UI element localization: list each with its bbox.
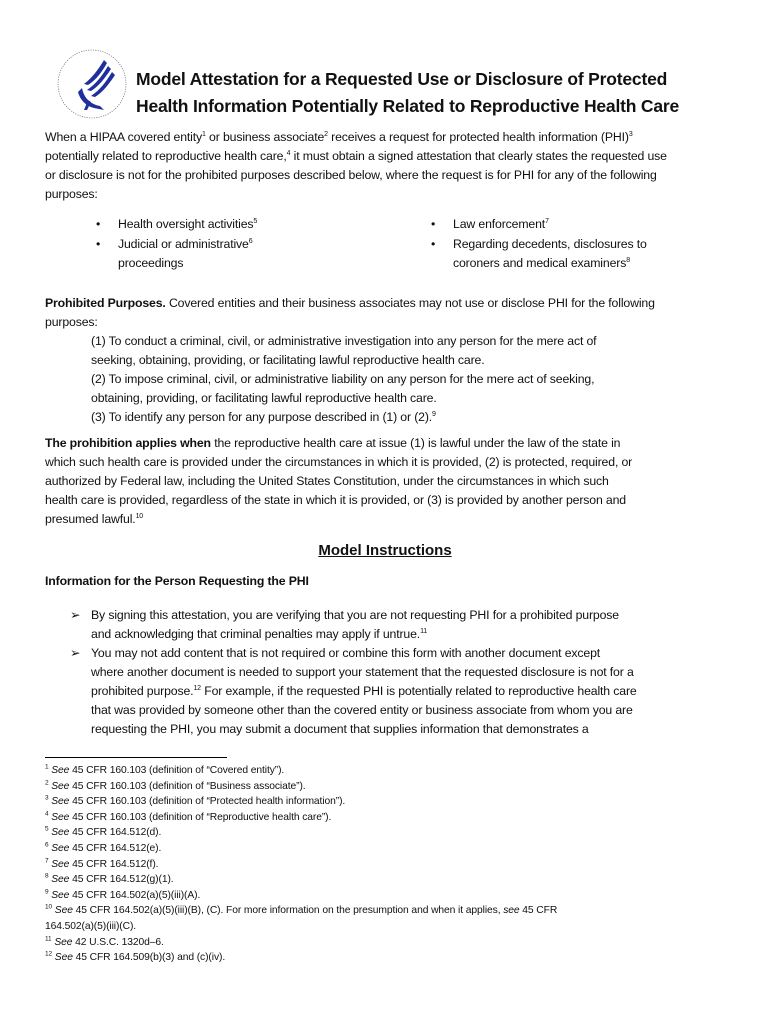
intro-text: it must obtain a signed attestation that clearly states the requested use	[290, 149, 667, 163]
prohibited-label: Prohibited Purposes.	[45, 296, 166, 310]
footnote-number: 6	[45, 841, 49, 849]
footnote-text: 45 CFR 164.502(a)(5)(iii)(B), (C). For more information on the presumption and when it applies,	[72, 905, 504, 917]
title-line-2: Health Information Potentially Related to Reproductive Health Care	[136, 96, 680, 116]
paragraph-text: Covered entities and their business associates may not use or disclose PHI for the following	[165, 296, 655, 310]
footnote-number: 8	[45, 872, 49, 880]
footnote-text: 45 CFR 164.512(d).	[69, 827, 162, 839]
footnote-number: 12	[45, 950, 53, 958]
instruction-item	[70, 606, 690, 644]
footnote-ref[interactable]: 3	[628, 130, 633, 138]
footnote-text: 45 CFR 160.103 (definition of “Reproductive health care”).	[69, 811, 332, 823]
footnote-2	[45, 779, 665, 795]
footnote-ref[interactable]: 2	[324, 130, 328, 138]
purposes-right-column	[431, 215, 731, 273]
see-signal: See	[51, 889, 70, 901]
footnote-10	[45, 903, 665, 934]
model-instructions-heading: Model Instructions	[318, 542, 452, 559]
see-signal: See	[51, 780, 70, 792]
see-signal: See	[51, 874, 70, 886]
title-line-1: Model Attestation for a Requested Use or Disclosure of Protected	[136, 69, 668, 89]
prohibited-item	[91, 408, 711, 427]
footnote-number: 2	[45, 779, 49, 787]
footnote-text: 45 CFR 164.512(e).	[69, 842, 162, 854]
intro-text: When a HIPAA covered entity	[45, 130, 203, 144]
footnote-text: 45 CFR	[519, 905, 558, 917]
intro-text: or business associate	[205, 130, 325, 144]
bullet-icon: •	[431, 217, 436, 231]
purpose-bullet-item	[431, 215, 731, 234]
paragraph-text: presumed lawful.	[45, 512, 136, 526]
see-signal: See	[54, 905, 73, 917]
intro-text: or disclosure is not for the prohibited purposes described below, where the request is for PHI for any of the following	[45, 168, 657, 182]
purposes-left-column	[96, 215, 396, 273]
purpose-bullet-item	[96, 235, 396, 273]
purpose-bullet-item	[96, 215, 396, 234]
applies-label: The prohibition applies when	[45, 436, 211, 450]
prohibition-applies-paragraph	[45, 434, 725, 529]
paragraph-text: authorized by Federal law, including the United States Constitution, under the circumstances in which such	[45, 474, 609, 488]
footnote-4	[45, 810, 665, 826]
purpose-text: proceedings	[118, 256, 184, 270]
footnote-ref[interactable]: 8	[626, 256, 630, 264]
footnote-ref[interactable]: 5	[253, 217, 258, 225]
footnote-7	[45, 857, 665, 873]
footnote-number: 1	[45, 763, 49, 771]
intro-text: receives a request for protected health information (PHI)	[327, 130, 629, 144]
footnote-number: 5	[45, 825, 49, 833]
footnote-number: 9	[45, 888, 49, 896]
purpose-text: Regarding decedents, disclosures to	[453, 237, 647, 251]
footnote-5	[45, 825, 665, 841]
arrow-bullet-icon: ➢	[70, 646, 81, 660]
item-text: (3) To identify any person for any purpose described in (1) or (2).	[91, 410, 433, 424]
purpose-bullet-item	[431, 235, 731, 273]
see-signal: See	[51, 796, 70, 808]
footnote-9	[45, 888, 665, 904]
footnote-number: 4	[45, 810, 49, 818]
bullet-icon: •	[96, 217, 101, 231]
instruction-item	[70, 644, 690, 739]
prohibited-purposes-paragraph	[45, 294, 725, 332]
see-signal: See	[54, 952, 73, 964]
see-signal: See	[51, 811, 70, 823]
footnote-12	[45, 950, 665, 966]
footnote-ref[interactable]: 4	[286, 149, 291, 157]
footnote-ref[interactable]: 12	[193, 684, 201, 692]
footnote-ref[interactable]: 10	[135, 512, 144, 520]
footnote-text: 164.502(a)(5)(iii)(C).	[45, 920, 137, 932]
paragraph-text: health care is provided, regardless of the state in which it is provided, or (3) is provided by another person and	[45, 493, 626, 507]
footnote-1	[45, 763, 665, 779]
item-text: obtaining, providing, or facilitating lawful reproductive health care.	[91, 391, 437, 405]
prohibited-item	[91, 332, 711, 370]
instruction-text: that was provided by someone other than the covered entity or business associate from whom you are	[91, 703, 633, 717]
footnote-ref[interactable]: 9	[432, 410, 436, 418]
footnote-ref[interactable]: 7	[545, 217, 549, 225]
footnote-text: 45 CFR 164.512(f).	[69, 858, 159, 870]
footnote-text: 45 CFR 160.103 (definition of “Covered entity”).	[69, 765, 285, 776]
see-signal: see	[503, 905, 520, 917]
footnote-number: 10	[45, 903, 53, 911]
footnote-number: 7	[45, 857, 49, 865]
item-text: (1) To conduct a criminal, civil, or administrative investigation into any person for the mere act of	[91, 334, 597, 348]
instruction-text: You may not add content that is not required or combine this form with another document except	[91, 646, 601, 660]
footnote-6	[45, 841, 665, 857]
item-text: seeking, obtaining, providing, or facilitating lawful reproductive health care.	[91, 353, 485, 367]
footnote-number: 11	[45, 935, 52, 943]
purpose-text: Health oversight activities	[118, 217, 254, 231]
instruction-text: By signing this attestation, you are verifying that you are not requesting PHI for a prohibited purpose	[91, 608, 619, 622]
paragraph-text: which such health care is provided under the circumstances in which it is provided, (2) is protected, required, or	[45, 455, 633, 469]
see-signal: See	[51, 827, 70, 839]
purpose-text: Law enforcement	[453, 217, 546, 231]
footnote-11	[45, 935, 665, 951]
footnote-text: 45 CFR 164.502(a)(5)(iii)(A).	[69, 889, 201, 901]
arrow-bullet-icon: ➢	[70, 608, 81, 622]
instruction-text: where another document is needed to support your statement that the requested disclosure is not for a	[91, 665, 634, 679]
purpose-text: Judicial or administrative	[118, 237, 249, 251]
see-signal: See	[54, 936, 73, 948]
requester-info-subheading: Information for the Person Requesting the PHI	[45, 574, 309, 588]
footnote-text: 45 CFR 164.509(b)(3) and (c)(iv).	[72, 952, 226, 964]
paragraph-text: purposes:	[45, 315, 98, 329]
instruction-text: and acknowledging that criminal penalties may apply if untrue.	[91, 627, 421, 641]
footnote-3	[45, 794, 665, 810]
hhs-eagle-seal-icon	[54, 44, 134, 124]
footnotes	[45, 763, 665, 966]
footnote-ref[interactable]: 6	[248, 237, 253, 245]
see-signal: See	[51, 842, 70, 854]
instruction-text: requesting the PHI, you may submit a document that supplies information that demonstrates a	[91, 722, 589, 736]
footnote-number: 3	[45, 794, 49, 802]
footnote-separator	[45, 757, 227, 758]
footnote-text: 42 U.S.C. 1320d–6.	[72, 936, 164, 948]
bullet-icon: •	[96, 237, 101, 251]
intro-paragraph	[45, 128, 725, 204]
prohibited-purposes-list	[91, 332, 711, 427]
see-signal: See	[51, 765, 70, 776]
footnote-ref[interactable]: 11	[420, 627, 428, 635]
intro-text: purposes:	[45, 187, 98, 201]
instruction-text: prohibited purpose.	[91, 684, 194, 698]
footnote-8	[45, 872, 665, 888]
bullet-icon: •	[431, 237, 436, 251]
see-signal: See	[51, 858, 70, 870]
intro-text: potentially related to reproductive health care,	[45, 149, 287, 163]
document-title	[136, 66, 736, 120]
prohibited-item	[91, 370, 711, 408]
instruction-text: For example, if the requested PHI is potentially related to reproductive health care	[200, 684, 637, 698]
paragraph-text: the reproductive health care at issue (1) is lawful under the law of the state in	[210, 436, 621, 450]
footnote-text: 45 CFR 164.512(g)(1).	[69, 874, 174, 886]
purpose-text: coroners and medical examiners	[453, 256, 627, 270]
footnote-ref[interactable]: 1	[202, 130, 206, 138]
footnote-text: 45 CFR 160.103 (definition of “Protected health information”).	[69, 796, 346, 808]
footnote-text: 45 CFR 160.103 (definition of “Business associate”).	[69, 780, 306, 792]
item-text: (2) To impose criminal, civil, or administrative liability on any person for the mere act of seeking,	[91, 372, 595, 386]
